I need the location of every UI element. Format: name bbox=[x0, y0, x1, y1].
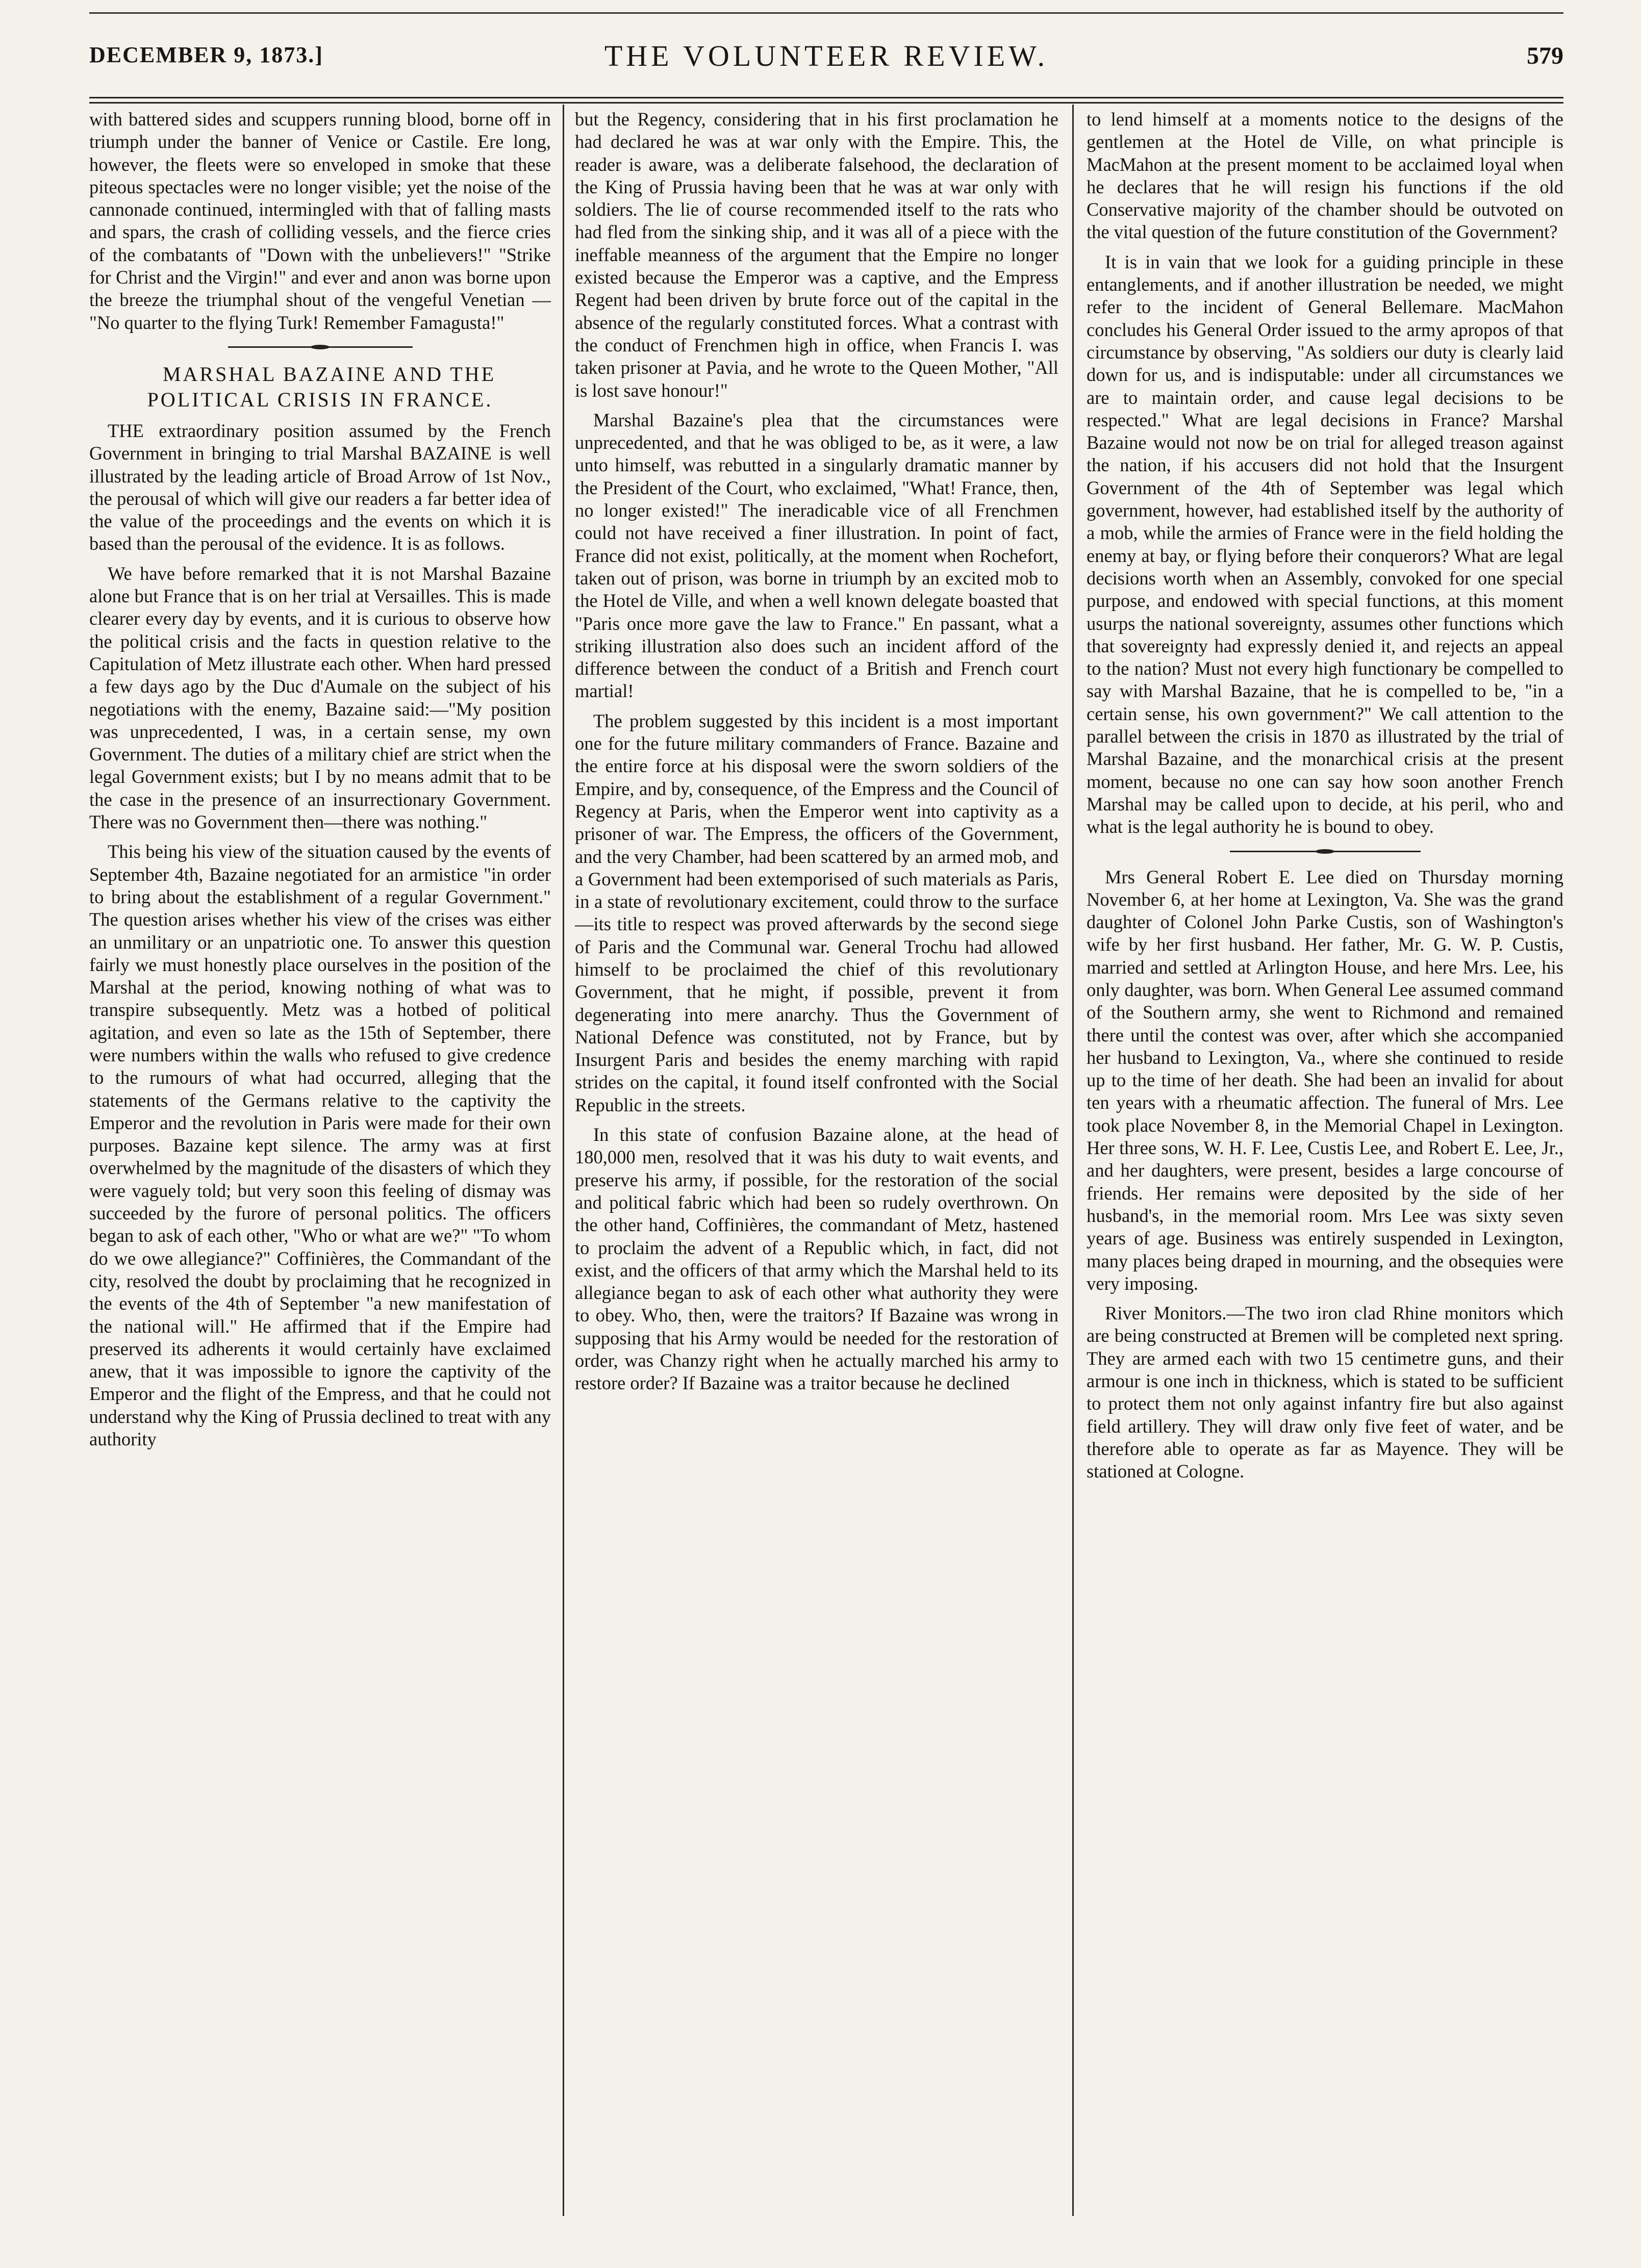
header-rule-top bbox=[89, 97, 1563, 98]
article-paragraph: Marshal Bazaine's plea that the circumstances were unprecedented, and that he was obliged to be, as it were, a law unto himself, was rebutted in a singularly dramatic manner by the President of the Court, who exclaimed, "What! France, then, no longer existed!" The ineradicable vice of all Frenchmen could not have received a finer illustration. In point of fact, France did not exist, politically, at the moment when Rochefort, taken out of prison, was borne in triumph by an excited mob to the Hotel de Ville, and when a well known delegate boasted that "Paris once more gave the law to France." En passant, what a striking illustration also does such an incident afford of the difference between the conduct of a British and French court martial! bbox=[575, 409, 1058, 702]
masthead-title: THE VOLUNTEER REVIEW. bbox=[604, 39, 1049, 72]
ornamental-separator bbox=[89, 341, 551, 352]
article-paragraph: In this state of confusion Bazaine alone, at the head of 180,000 men, resolved that it was his duty to wait events, and preserve his army, if possible, for the restoration of the social and political fabric which had been so rudely overthrown. On the other hand, Coffinières, the commandant of Metz, hastened to proclaim the advent of a Republic which, in fact, did not exist, and the officers of that army which the Marshal held to its allegiance began to ask of each other what authority they were to obey. Who, then, were the traitors? If Bazaine was wrong in supposing that his Army would be needed for the restoration of order, was Chanzy right when he actually marched his army to restore order? If Bazaine was a traitor because he declined bbox=[575, 1124, 1058, 1394]
column-2 bbox=[575, 108, 1058, 2214]
continued-paragraph: with battered sides and scuppers running blood, borne off in triumph under the banner of Venice or Castile. Ere long, however, the fleets were so enveloped in smoke that these piteous spectacles were no longer visible; yet the noise of the cannonade continued, intermingled with that of falling masts and spars, the crash of colliding vessels, and the fierce cries of the combatants of "Down with the unbelievers!" "Strike for Christ and the Virgin!" and ever and anon was borne upon the breeze the triumphal shout of the vengeful Venetian — "No quarter to the flying Turk! Remember Famagusta!" bbox=[89, 109, 551, 333]
column-3 bbox=[1087, 108, 1563, 2214]
column-divider-left bbox=[563, 105, 564, 2216]
article-paragraph: THE extraordinary position assumed by the French Government in bringing to trial Marshal BAZAINE is well illustrated by the leading article of Broad Arrow of 1st Nov., the perousal of which will give our readers a far better idea of the value of the proceedings and the events on which it is based than the perousal of the evidence. It is as follows. bbox=[89, 420, 551, 554]
header-rule-bottom bbox=[89, 102, 1563, 104]
article-paragraph: It is in vain that we look for a guiding principle in these entanglements, and if another illustration be needed, we might refer to the incident of General Bellemare. MacMahon concludes his General Order issued to the army apropos of that circumstance by observing, "As soldiers our duty is clearly laid down for us, and is indisputable: under all circumstances we are to maintain order, and cause legal decisions to be respected." What are legal decisions in France? Marshal Bazaine would not now be on trial for alleged treason against the nation, if his accusers did not hold that the Insurgent Government of the 4th of September was legal which government, however, had established itself by the authority of a mob, while the armies of France were in the field holding the enemy at bay, or flying before their conquerors? What are legal decisions worth when an Assembly, convoked for one special purpose, and endowed with special functions, at this moment usurps the national sovereignty, assumes other functions which that sovereignty had expressly denied it, and rejects an appeal to the nation? Must not every high functionary be compelled to say with Marshal Bazaine, that he is compelled to be, "in a certain sense, his own government?" We call attention to the parallel between the crisis in 1870 as illustrated by the trial of Marshal Bazaine, and the monarchical crisis at the present moment, because no one can say how soon another French Marshal may be called upon to decide, at his peril, who and what is the legal authority he is bound to obey. bbox=[1087, 251, 1563, 837]
ornamental-separator bbox=[1087, 846, 1563, 857]
column-divider-right bbox=[1072, 105, 1074, 2216]
news-item-river-monitors: River Monitors.—The two iron clad Rhine monitors which are being constructed at Bremen will be completed next spring. They are armed each with two 15 centimetre guns, and their armour is one inch in thickness, which is stated to be sufficient to protect them not only against infantry fire but also against field artillery. They will draw only five feet of water, and be therefore able to operate as far as Mayence. They will be stationed at Cologne. bbox=[1087, 1303, 1563, 1482]
article-paragraph: to lend himself at a moments notice to the designs of the gentlemen at the Hotel de Ville, on what principle is MacMahon at the present moment to be acclaimed loyal when he declares that he will resign his functions if the old Conservative majority of the chamber should be outvoted on the vital question of the future constitution of the Government? bbox=[1087, 109, 1563, 243]
article-paragraph: The problem suggested by this incident is a most important one for the future military commanders of France. Bazaine and the entire force at his disposal were the sworn soldiers of the Empire, and by, consequence, of the Empress and the Council of Regency at Paris, when the Emperor went into captivity as a prisoner of war. The Empress, the officers of the Government, and the very Chamber, had been scattered by an armed mob, and a Government had been extemporised of such materials as Paris, in a state of revolutionary excitement, could throw to the surface—its title to respect was proved afterwards by the second siege of Paris and the Communal war. General Trochu had allowed himself to be proclaimed the chief of this revolutionary Government, that he might, if possible, prevent it from degenerating into mere anarchy. Thus the Government of National Defence was constituted, not by France, but by Insurgent Paris and besides the enemy marching with rapid strides on the capital, it found itself confronted with the Social Republic in the streets. bbox=[575, 710, 1058, 1115]
page-number: 579 bbox=[1527, 42, 1563, 69]
page-header bbox=[89, 35, 1563, 96]
article-paragraph: We have before remarked that it is not Marshal Bazaine alone but France that is on her trial at Versailles. This is made clearer every day by events, and it is curious to observe how the political crisis and the facts in question relative to the Capitulation of Metz illustrate each other. When hard pressed a few days ago by the Duc d'Aumale on the subject of his negotiations with the enemy, Bazaine said:—"My position was unprecedented, I was, in a certain sense, my own Government. The duties of a military chief are strict when the legal Government exists; but I by no means admit that to be the case in the presence of an insurrectionary Government. There was no Government then—there was nothing." bbox=[89, 563, 551, 833]
article-paragraph: This being his view of the situation caused by the events of September 4th, Bazaine negotiated for an armistice "in order to bring about the establishment of a regular Government." The question arises whether his view of the crises was either an unmilitary or an unpatriotic one. To answer this question fairly we must honestly place ourselves in the position of the Marshal at the period, knowing nothing of what was to transpire subsequently. Metz was a hotbed of political agitation, and even so late as the 15th of September, there were numbers within the walls who refused to give credence to the rumours of what had occurred, alleging that the statements of the Germans relative to the captivity the Emperor and the revolution in Paris were made for their own purposes. Bazaine kept silence. The army was at first overwhelmed by the magnitude of the disasters of which they were vaguely told; but very soon this feeling of dismay was succeeded by the furore of personal politics. The officers began to ask of each other, "Who or what are we?" "To whom do we owe allegiance?" Coffinières, the Commandant of the city, resolved the doubt by proclaiming that he recognized in the events of the 4th of September "a new manifestation of the national will." He affirmed that if the Empire had preserved its adherents it would certainly have exclaimed anew, that it was impossible to ignore the captivity of the Emperor and the flight of the Empress, and that he could not understand why the King of Prussia declined to treat with any authority bbox=[89, 841, 551, 1450]
issue-date: DECEMBER 9, 1873.] bbox=[89, 42, 323, 67]
article-headline: MARSHAL BAZAINE AND THE POLITICAL CRISIS IN FRANCE. bbox=[147, 362, 496, 411]
news-item-mrs-lee: Mrs General Robert E. Lee died on Thursday morning November 6, at her home at Lexington, Va. She was the grand daughter of Colonel John Parke Custis, son of Washington's wife by her first husband. Her father, Mr. G. W. P. Custis, married and settled at Arlington House, and here Mrs. Lee, his only daughter, was born. When General Lee assumed command of the Southern army, she went to Richmond and remained there until the contest was over, after which she accompanied her husband to Lexington, Va., where she continued to reside up to the time of her death. She had been an invalid for about ten years with a rheumatic affection. The funeral of Mrs. Lee took place November 8, in the Memorial Chapel in Lexington. Her three sons, W. H. F. Lee, Custis Lee, and Robert E. Lee, Jr., and her daughters, were present, besides a large concourse of friends. Her remains were deposited by the side of her husband's, in the memorial room. Mrs Lee was sixty seven years of age. Business was entirely suspended in Lexington, many places being draped in mourning, and the obsequies were very imposing. bbox=[1087, 866, 1563, 1294]
article-paragraph: but the Regency, considering that in his first proclamation he had declared he was at war only with the Empire. This, the reader is aware, was a deliberate falsehood, the declaration of the King of Prussia having been that he was at war only with soldiers. The lie of course recommended itself to the rats who had fled from the sinking ship, and it was all of a piece with the ineffable meanness of the argument that the Empire no longer existed because the Emperor was a captive, and the Empress Regent had been driven by brute force out of the capital in the absence of the regularly constituted forces. What a contrast with the conduct of Frenchmen high in office, when Francis I. was taken prisoner at Pavia, and he wrote to the Queen Mother, "All is lost save honour!" bbox=[575, 109, 1058, 401]
column-1 bbox=[89, 108, 551, 2214]
top-border-rule bbox=[89, 12, 1563, 14]
